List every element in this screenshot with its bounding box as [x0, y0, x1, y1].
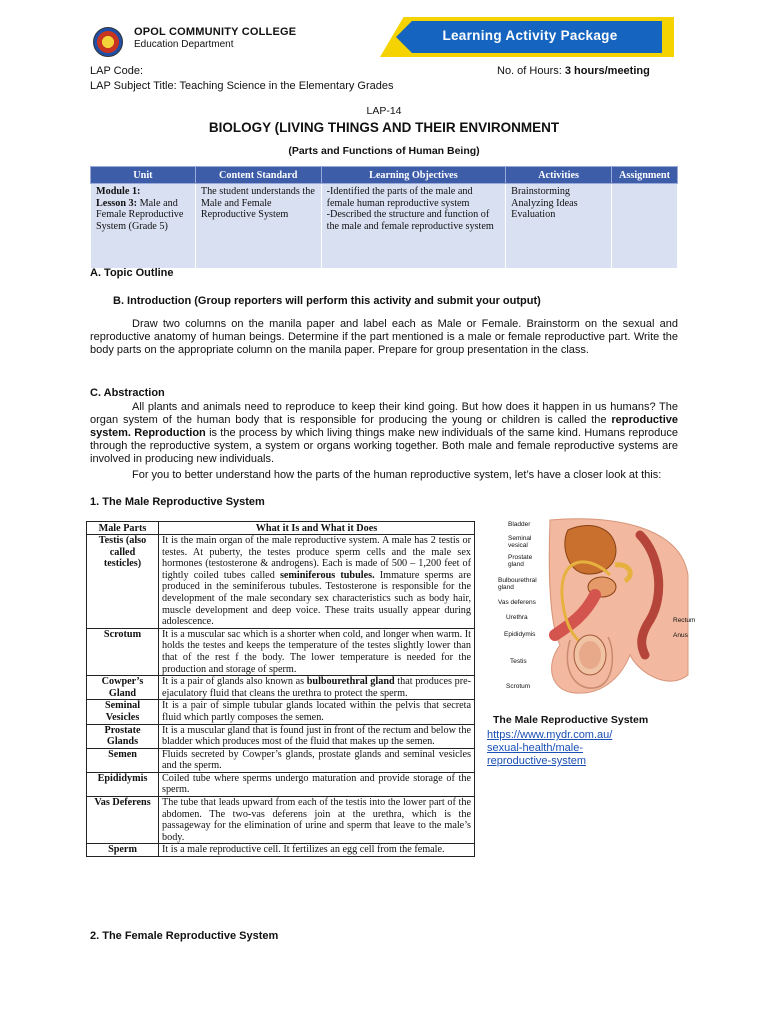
source-link-line[interactable]: https://www.mydr.com.au/ [487, 729, 613, 741]
male-parts-header: Male Parts [87, 522, 159, 535]
unit-header: Unit [91, 167, 196, 184]
table-row [87, 844, 475, 857]
part-name: Cowper’s Gland [87, 676, 159, 700]
content-standard-cell: The student understands the Male and Female Reproductive System [195, 184, 321, 269]
part-name: Vas Deferens [87, 797, 159, 844]
hours-line [497, 65, 650, 77]
table-row [87, 772, 475, 796]
activities-cell [506, 184, 612, 269]
banner-title: Learning Activity Package [442, 28, 618, 43]
table-row [87, 748, 475, 772]
college-logo [93, 27, 123, 57]
lap-banner [380, 17, 674, 57]
lesson-title: Male and Female Reproductive System (Grade 5) [96, 197, 184, 232]
label-epididymis: Epididymis [504, 631, 536, 638]
assignment-cell [612, 184, 678, 269]
part-name: Semen [87, 748, 159, 772]
abstraction-heading: C. Abstraction [90, 387, 165, 399]
table-row [87, 628, 475, 675]
hours-value: 3 hours/meeting [564, 65, 650, 77]
activity-item: Analyzing Ideas [511, 197, 578, 209]
description-bold: seminiferous tubules. [279, 569, 375, 581]
abstraction-text [90, 401, 678, 466]
label-bulbourethral-gland: Bulbourethral gland [498, 577, 537, 591]
label-rectum: Rectum [673, 617, 696, 624]
part-description: It is a muscular sac which is a shorter when cold, and longer when warm. It holds the testes and keeps the temperature of the testes slightly lower than that of the rest f the body. The lower temperature is needed for the production and storage of sperm. [159, 628, 475, 675]
table-row [87, 535, 475, 629]
lap-code-label: LAP Code: [90, 65, 144, 77]
activities-header: Activities [506, 167, 612, 184]
part-description: Fluids secreted by Cowper’s glands, prostate glands and seminal vesicles and the sperm. [159, 748, 475, 772]
label-prostate-gland: Prostate gland [508, 554, 533, 568]
module-label: Module 1: [96, 186, 141, 197]
label-scrotum: Scrotum [506, 683, 531, 690]
table-row [87, 676, 475, 700]
unit-table [90, 166, 678, 269]
label-seminal-vesical: Seminal vesical [508, 535, 532, 549]
part-name: Seminal Vesicles [87, 700, 159, 724]
topic-outline-heading: A. Topic Outline [90, 267, 174, 279]
lesson-label: Lesson 3: [96, 197, 138, 209]
part-name: Epididymis [87, 772, 159, 796]
table-row [87, 797, 475, 844]
description-text: It is a pair of glands also known as [162, 676, 307, 688]
part-name: Sperm [87, 844, 159, 857]
lap-number: LAP-14 [366, 105, 402, 117]
female-system-heading: 2. The Female Reproductive System [90, 930, 279, 942]
part-name: Testis (also called testicles) [87, 535, 159, 629]
table-row [87, 700, 475, 724]
part-description [159, 535, 475, 629]
subject-title: LAP Subject Title: Teaching Science in the Elementary Grades [90, 80, 394, 92]
part-description: The tube that leads upward from each of the testis into the lower part of the abdomen. The two-vas deferens join at the urethra, which is the passageway for the elimination of urine and sperm that leave to the male’s body. [159, 797, 475, 844]
part-name: Scrotum [87, 628, 159, 675]
page-title: BIOLOGY (LIVING THINGS AND THEIR ENVIRONMENT [208, 120, 560, 135]
college-name: OPOL COMMUNITY COLLEGE [134, 26, 297, 38]
part-description: It is a muscular gland that is found just in front of the rectum and below the bladder which produces most of the fluid that makes up the semen. [159, 724, 475, 748]
page-subtitle: (Parts and Functions of Human Being) [288, 145, 480, 157]
assignment-header: Assignment [612, 167, 678, 184]
source-link-line[interactable]: reproductive-system [487, 755, 587, 767]
learning-objectives-cell [321, 184, 506, 269]
diagram-caption: The Male Reproductive System [493, 714, 649, 726]
abstraction-closer: For you to better understand how the parts of the human reproductive system, let’s have a closer look at this: [132, 469, 662, 481]
table-row [87, 724, 475, 748]
hours-label: No. of Hours: [497, 65, 562, 77]
unit-cell [91, 184, 196, 269]
introduction-heading: B. Introduction (Group reporters will perform this activity and submit your output) [113, 295, 541, 307]
activity-item: Evaluation [511, 209, 556, 220]
part-description [159, 676, 475, 700]
abstraction-text-part: is the process by which living things make new individuals of the same kind. Humans reproduce through the reproductive system, a system or organs working together. Both male and female reproductive systems are involved in producing new individuals. [90, 427, 678, 465]
male-parts-table [86, 521, 475, 857]
introduction-text: Draw two columns on the manila paper and label each as Male or Female. Brainstorm on the sexual and reproductive anatomy of human beings. Determine if the part mentioned is a male or female reproductive part. Write the body parts on the appropriate column on the manila paper. Prepare for group presentation in the class. [90, 318, 678, 356]
description-text: Immature sperms are produced in the seminiferous tubules. Testosterone is responsible for the development of the male secondary sex characteristics such as body hair, muscle development and deep voice. These traits usually appear during adolescence. [162, 569, 471, 628]
label-vas-deferens: Vas deferens [498, 599, 536, 606]
label-anus: Anus [673, 632, 688, 639]
activity-item: Brainstorming [511, 186, 571, 197]
department-name: Education Department [134, 39, 234, 50]
description-text: It is the main organ of the male reproductive system. A male has 2 testis or testes. At puberty, the testes produce sperm cells and the male sex hormones (testosterone & androgens). Each is made of 500 – 1,200 feet of tightly coiled tubes called [162, 535, 471, 581]
description-bold: bulbourethral gland [306, 676, 395, 688]
source-link-line[interactable]: sexual-health/male- [487, 742, 583, 754]
label-bladder: Bladder [508, 521, 531, 528]
part-name: Prostate Glands [87, 724, 159, 748]
objective-item: -Identified the parts of the male and female human reproductive system [326, 186, 473, 209]
part-description: It is a pair of simple tubular glands located within the pelvis that secreta fluid which partly composes the semen. [159, 700, 475, 724]
male-system-heading: 1. The Male Reproductive System [90, 496, 265, 508]
label-urethra: Urethra [506, 614, 528, 621]
diagram-labels [490, 515, 696, 695]
abstraction-bold-term: reproductive system. Reproduction [90, 414, 678, 439]
content-standard-header: Content Standard [195, 167, 321, 184]
label-testis: Testis [510, 658, 527, 665]
part-description: It is a male reproductive cell. It fertilizes an egg cell from the female. [159, 844, 475, 857]
abstraction-text-part: All plants and animals need to reproduce to keep their kind going. But how does it happen in us humans? The organ system of the human body that is responsible for producing the young or children is called the [90, 401, 678, 426]
objective-item: -Described the structure and function of the male and female reproductive system [326, 209, 494, 232]
description-text: that produces pre-ejaculatory fluid that cleans the urethra to protect the sperm. [162, 676, 472, 699]
what-it-does-header: What it Is and What it Does [159, 522, 475, 535]
part-description: Coiled tube where sperms undergo maturation and provide storage of the sperm. [159, 772, 475, 796]
learning-objectives-header: Learning Objectives [321, 167, 506, 184]
